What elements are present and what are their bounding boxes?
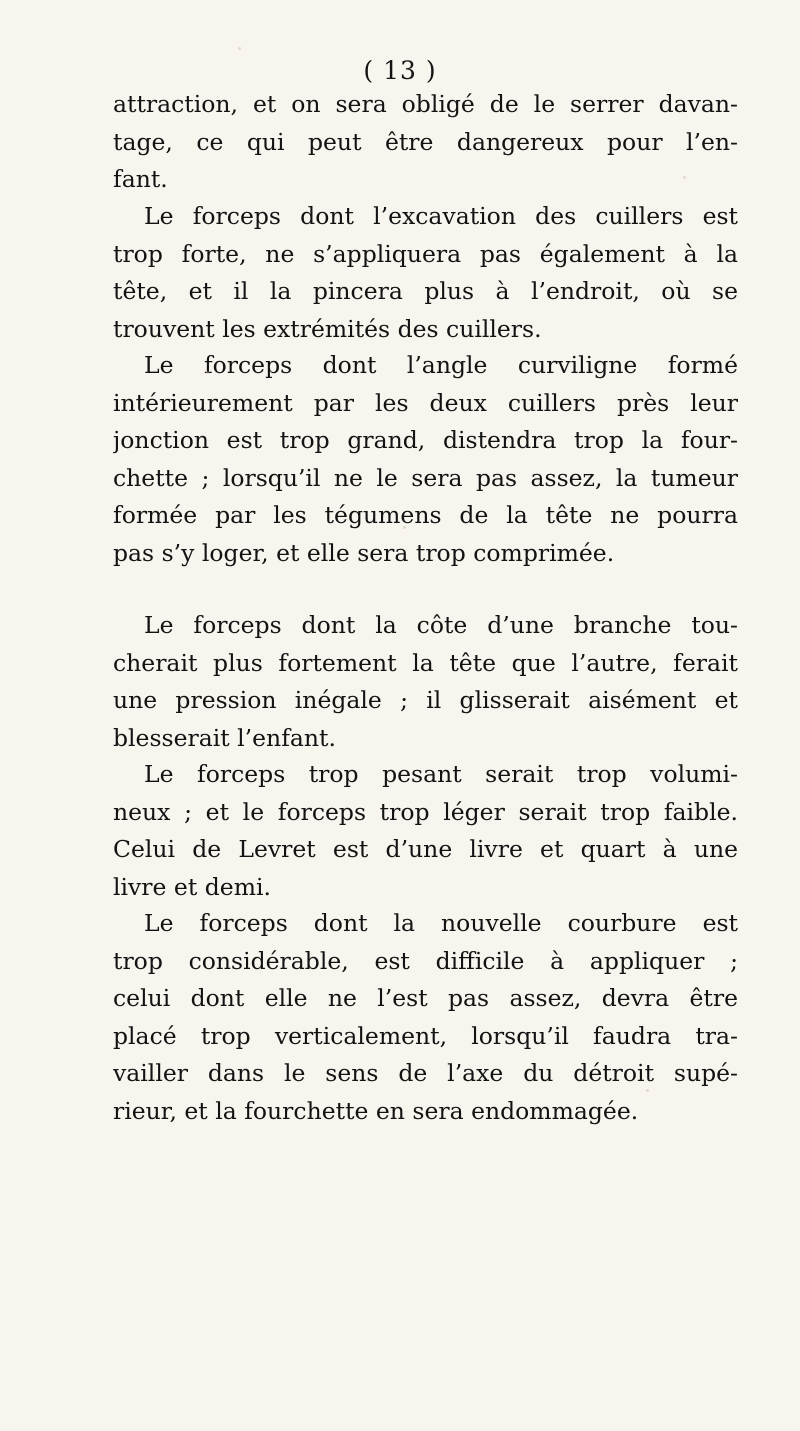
paper-speck: [683, 176, 686, 179]
page-number: ( 13 ): [363, 56, 437, 85]
paragraph-line: blesserait l’enfant.: [113, 723, 336, 752]
paragraph-line: trop forte, ne s’appliquera pas également à la: [113, 239, 738, 268]
paragraph-line: vailler dans le sens de l’axe du détroit supé-: [113, 1059, 738, 1087]
paragraph-line: pas s’y loger, et elle sera trop comprimée.: [113, 538, 615, 567]
paragraph-line: neux ; et le forceps trop léger serait trop faible.: [113, 797, 738, 826]
paragraph-line: fant.: [113, 165, 168, 193]
paragraph-line: tête, et il la pincera plus à l’endroit, où se: [113, 277, 738, 305]
paper-speck: [646, 1089, 649, 1092]
paragraph-line: Le forceps dont la côte d’une branche tou-: [144, 611, 738, 639]
paragraph-line: formée par les tégumens de la tête ne pourra: [113, 501, 738, 529]
paragraph-line: jonction est trop grand, distendra trop la four-: [113, 426, 738, 454]
paragraph-2: [113, 198, 738, 348]
paragraph-line: attraction, et on sera obligé de le serrer davan-: [113, 90, 738, 118]
paragraph-line: cherait plus fortement la tête que l’autre, ferait: [113, 648, 738, 677]
paragraph-5: [113, 756, 738, 906]
paragraph-line: Le forceps trop pesant serait trop volumi-: [144, 760, 738, 788]
paragraph-line: tage, ce qui peut être dangereux pour l’en-: [113, 127, 738, 156]
paragraph-line: Le forceps dont la nouvelle courbure est: [144, 909, 738, 937]
paragraph-line: livre et demi.: [113, 872, 271, 901]
paragraph-line: une pression inégale ; il glisserait aisément et: [113, 686, 738, 714]
paragraph-line: Celui de Levret est d’une livre et quart à une: [113, 835, 738, 863]
paper-speck: [238, 47, 241, 50]
paragraph-line: Le forceps dont l’angle curviligne formé: [144, 351, 738, 379]
paragraph-line: Le forceps dont l’excavation des cuillers est: [144, 202, 738, 230]
paragraph-line: trop considérable, est difficile à appliquer ;: [113, 946, 738, 975]
paragraph-line: trouvent les extrémités des cuillers.: [113, 314, 542, 343]
paragraph-line: intérieurement par les deux cuillers près leur: [113, 388, 738, 417]
paragraph-line: celui dont elle ne l’est pas assez, devra être: [113, 984, 738, 1012]
paragraph-line: chette ; lorsqu’il ne le sera pas assez, la tumeur: [113, 463, 738, 492]
paragraph-line: placé trop verticalement, lorsqu’il faudra tra-: [113, 1021, 738, 1050]
paragraph-line: rieur, et la fourchette en sera endommagée.: [113, 1096, 639, 1125]
paragraph-4: [113, 607, 738, 757]
paper-speck: [206, 371, 209, 374]
paragraph-1: [113, 86, 738, 199]
paper-speck: [403, 526, 406, 529]
paragraph-6: [113, 905, 738, 1130]
paragraph-3: [113, 347, 738, 572]
